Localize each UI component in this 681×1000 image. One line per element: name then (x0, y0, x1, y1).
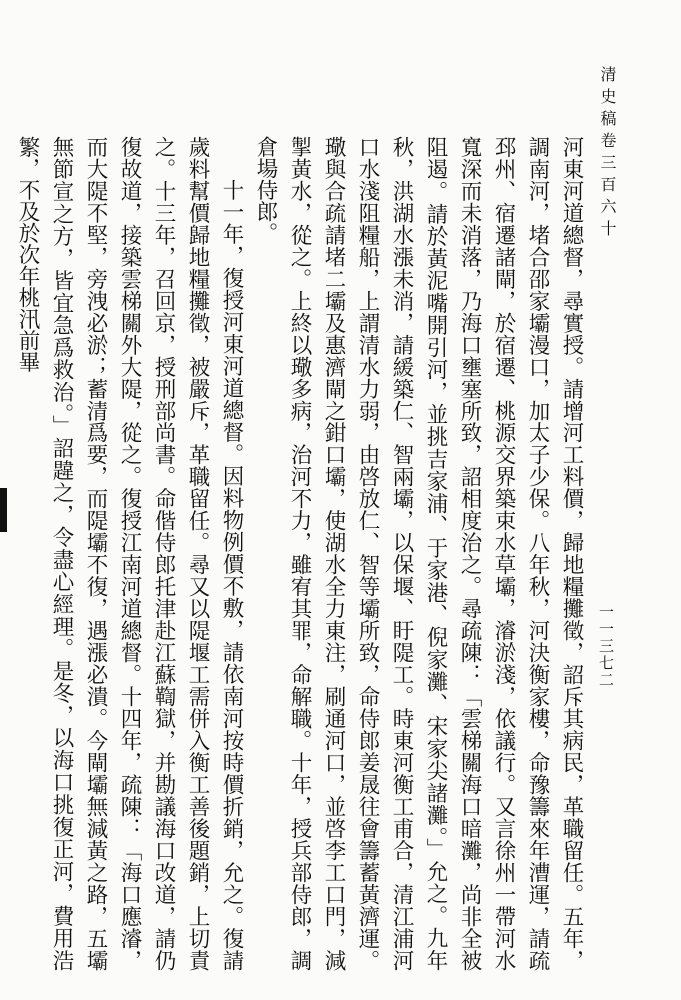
page-number: 一一三七二 (597, 604, 615, 689)
paragraph-1: 河東河道總督，尋實授。請增河工料價，歸地糧攤徵，詔斥其病民，革職留任。五年，調南河，堵合邵家壩漫口，加太子少保。八年秋，河決衡家樓，命豫籌來年漕運，請疏邳州、宿遷諸閘，於宿遷、桃源交界築束水草壩，濬淤淺，依議行。又言徐州一帶河水寬深而未消落，乃海口壅塞所致，詔相度治之。尋疏陳：「雲梯關海口暗灘，尚非全被阻遏。請於黃泥嘴開引河，並挑吉家浦、于家港、倪家灘、宋家尖諸灘。」允之。九年秋，洪湖水漲未消，請緩築仁、智兩壩，以保堰、盱隄工。時東河衡工甫合，清江浦河口水淺阻糧船，上謂清水力弱，由啓放仁、智等壩所致，命侍郎姜晟往會籌蓄黃濟運。璥與合疏請堵二壩及惠濟閘之鉗口壩，使湖水全力東注，刷通河口，並啓李工口門，減掣黃水，從之。上終以璥多病，治河不力，雖宥其罪，命解職。十年，授兵部侍郎，調倉場侍郎。 (253, 136, 584, 971)
body-text (15, 136, 588, 971)
binding-edge-mark (0, 488, 7, 532)
running-head: 清史稿卷三百六十 (598, 66, 617, 242)
paragraph-2: 十一年，復授河東河道總督。因料物例價不敷，請依南河按時價折銷，允之。復請歲料幫價歸地糧攤徵，被嚴斥，革職留任。尋又以隄堰工需併入衡工善後題銷，上切責之。十三年，召回京，授刑部尚書。命偕侍郎托津赴江蘇鞫獄，并勘議海口改道，請仍復故道，接築雲梯關外大隄，從之。復授江南河道總督。十四年，疏陳：「海口應濬，而大隄不堅，旁洩必淤；蓄清爲要，而隄壩不復，遇漲必潰。今閘壩無減黃之路，五壩無節宣之方，皆宜急爲救治。」詔韙之，令盡心經理。是冬，以海口挑復正河，費用浩繁，不及於次年桃汛前畢 (15, 136, 244, 971)
